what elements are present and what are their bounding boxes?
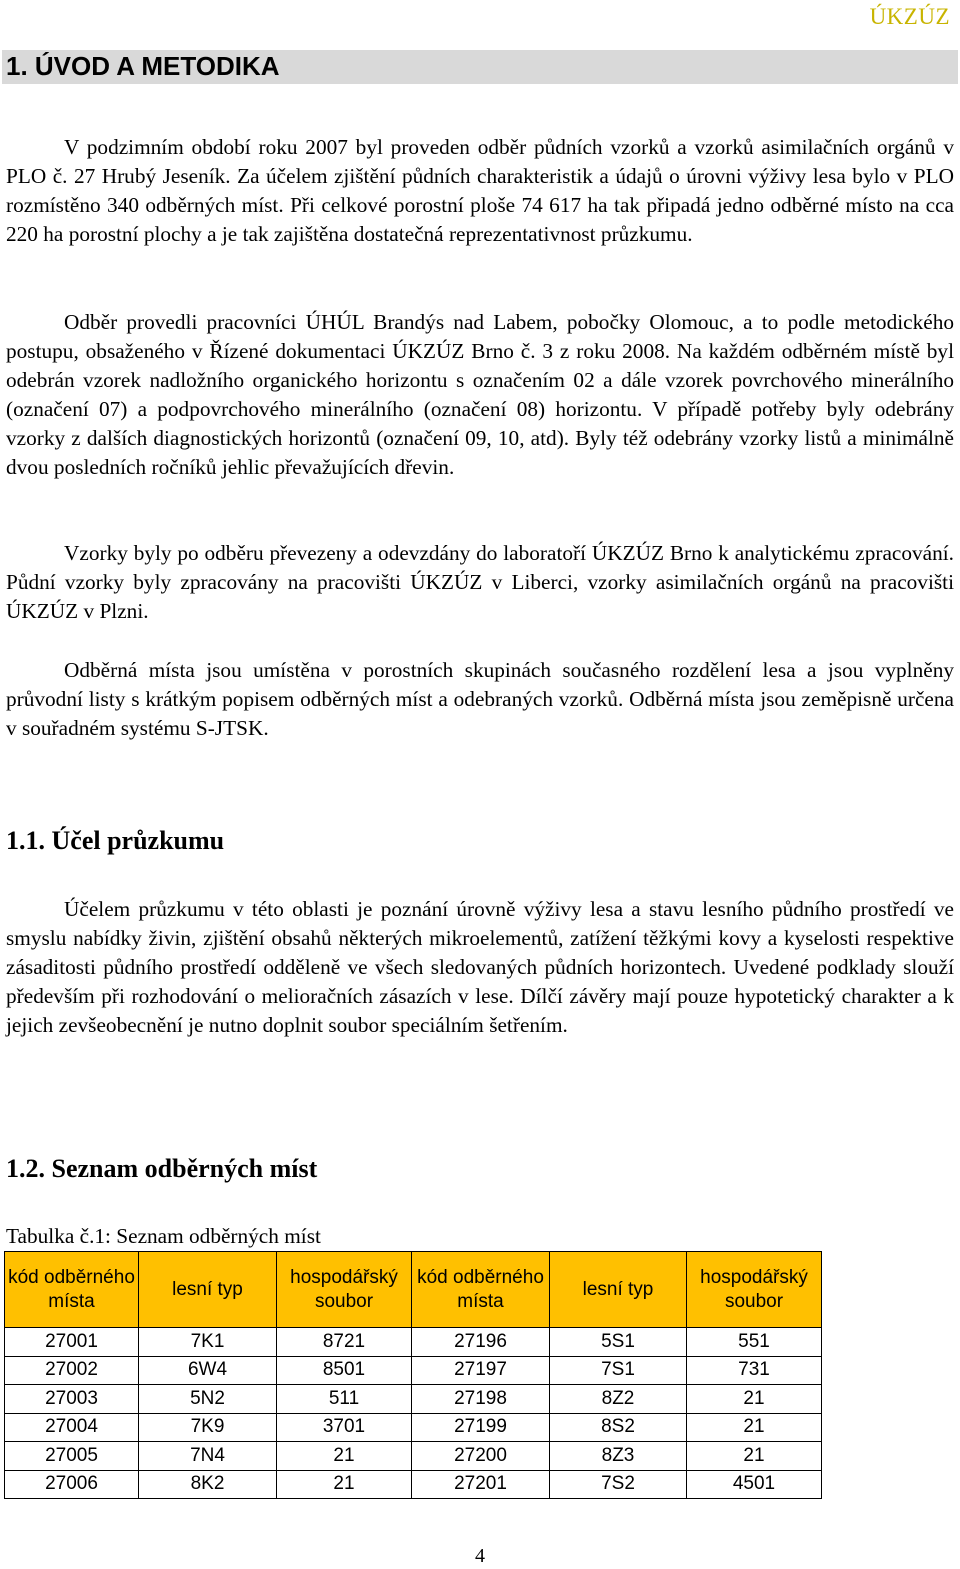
table-cell: 6W4 (139, 1356, 277, 1385)
header-forest-type: lesní typ (550, 1252, 687, 1328)
table-cell: 27199 (412, 1413, 550, 1442)
table-cell: 7S1 (550, 1356, 687, 1385)
table-cell: 7K9 (139, 1413, 277, 1442)
table-cell: 8501 (277, 1356, 412, 1385)
section-1-1-paragraph: Účelem průzkumu v této oblasti je poznání úrovně výživy lesa a stavu lesního půdního prostředí ve smyslu nabídky živin, zjištění obsahů některých mikroelementů, zatížení těžkými kovy a kyselosti respektive zásaditosti půdního prostředí odděleně ve všech sledovaných půdních horizontech. Uvedené podklady slouží především při rozhodování o melioračních zásazích v lese. Dílčí závěry mají pouze hypotetický charakter a k jejich zevšeobecnění je nutno doplnit soubor speciálním šetřením. (6, 897, 954, 1037)
header-site-code: kód odběrného místa (5, 1252, 139, 1328)
intro-paragraph-1: V podzimním období roku 2007 byl proveden odběr půdních vzorků a vzorků asimilačních orgánů v PLO č. 27 Hrubý Jeseník. Za účelem zjištění půdních charakteristik a údajů o úrovni výživy lesa bylo v PLO rozmístěno 340 odběrných míst. Při celkové porostní ploše 74 617 ha tak připadá jedno odběrné místo na cca 220 ha porostní plochy a je tak zajištěna dostatečná reprezentativnost průzkumu. (6, 135, 954, 246)
table-cell: 21 (687, 1385, 822, 1414)
table-row (5, 1470, 822, 1499)
table-cell: 8K2 (139, 1470, 277, 1499)
intro-paragraph-3: Vzorky byly po odběru převezeny a odevzdány do laboratoří ÚKZÚZ Brno k analytickému zpracování. Půdní vzorky byly zpracovány na pracovišti ÚKZÚZ v Liberci, vzorky asimilačních orgánů na pracovišti ÚKZÚZ v Plzni. (6, 541, 954, 623)
table-cell: 27002 (5, 1356, 139, 1385)
chapter-title: 1. ÚVOD A METODIKA (6, 51, 280, 81)
table-cell: 731 (687, 1356, 822, 1385)
table-cell: 27197 (412, 1356, 550, 1385)
table-cell: 8Z3 (550, 1442, 687, 1471)
table-cell: 27198 (412, 1385, 550, 1414)
table-row (5, 1413, 822, 1442)
table-caption: Tabulka č.1: Seznam odběrných míst (6, 1224, 321, 1248)
header-management-set: hospodářský soubor (277, 1252, 412, 1328)
table-cell: 7S2 (550, 1470, 687, 1499)
intro-paragraph-4: Odběrná místa jsou umístěna v porostních skupinách současného rozdělení lesa a jsou vyplněny průvodní listy s krátkým popisem odběrných míst a odebraných vzorků. Odběrná místa jsou zeměpisně určena v souřadném systému S-JTSK. (6, 658, 954, 740)
table-cell: 21 (687, 1442, 822, 1471)
intro-paragraph-2: Odběr provedli pracovníci ÚHÚL Brandýs nad Labem, pobočky Olomouc, a to podle metodického postupu, obsaženého v Řízené dokumentaci ÚKZÚZ Brno č. 3 z roku 2008. Na každém odběrném místě byl odebrán vzorek nadložního organického horizontu s označením 02 a dále vzorek povrchového minerálního (označení 07) a podpovrchového minerálního (označení 08) horizontu. V případě potřeby byly odebrány vzorky z dalších diagnostických horizontů (označení 09, 10, atd). Byly též odebrány vzorky listů a minimálně dvou posledních ročníků jehlic převažujících dřevin. (6, 310, 954, 479)
table-cell: 27004 (5, 1413, 139, 1442)
table-cell: 21 (687, 1413, 822, 1442)
table-cell: 5S1 (550, 1328, 687, 1357)
table-row (5, 1385, 822, 1414)
table-header-row (5, 1252, 822, 1328)
sampling-sites-table (4, 1251, 822, 1499)
table-cell: 5N2 (139, 1385, 277, 1414)
table-cell: 27001 (5, 1328, 139, 1357)
table-cell: 511 (277, 1385, 412, 1414)
table-cell: 27201 (412, 1470, 550, 1499)
header-management-set: hospodářský soubor (687, 1252, 822, 1328)
table-cell: 551 (687, 1328, 822, 1357)
table-row (5, 1356, 822, 1385)
page-number: 4 (475, 1545, 485, 1567)
table-cell: 21 (277, 1442, 412, 1471)
table-cell: 8Z2 (550, 1385, 687, 1414)
table-cell: 4501 (687, 1470, 822, 1499)
table-cell: 27003 (5, 1385, 139, 1414)
table-cell: 7K1 (139, 1328, 277, 1357)
section-1-2-heading: 1.2. Seznam odběrných míst (6, 1154, 318, 1183)
table-cell: 7N4 (139, 1442, 277, 1471)
table-cell: 27200 (412, 1442, 550, 1471)
table-cell: 3701 (277, 1413, 412, 1442)
table-cell: 8721 (277, 1328, 412, 1357)
table-cell: 27196 (412, 1328, 550, 1357)
table-row (5, 1442, 822, 1471)
table-cell: 8S2 (550, 1413, 687, 1442)
table-cell: 27006 (5, 1470, 139, 1499)
header-forest-type: lesní typ (139, 1252, 277, 1328)
header-brand: ÚKZÚZ (869, 4, 950, 29)
table-row (5, 1328, 822, 1357)
section-1-1-heading: 1.1. Účel průzkumu (6, 826, 225, 855)
table-cell: 21 (277, 1470, 412, 1499)
header-site-code: kód odběrného místa (412, 1252, 550, 1328)
table-cell: 27005 (5, 1442, 139, 1471)
